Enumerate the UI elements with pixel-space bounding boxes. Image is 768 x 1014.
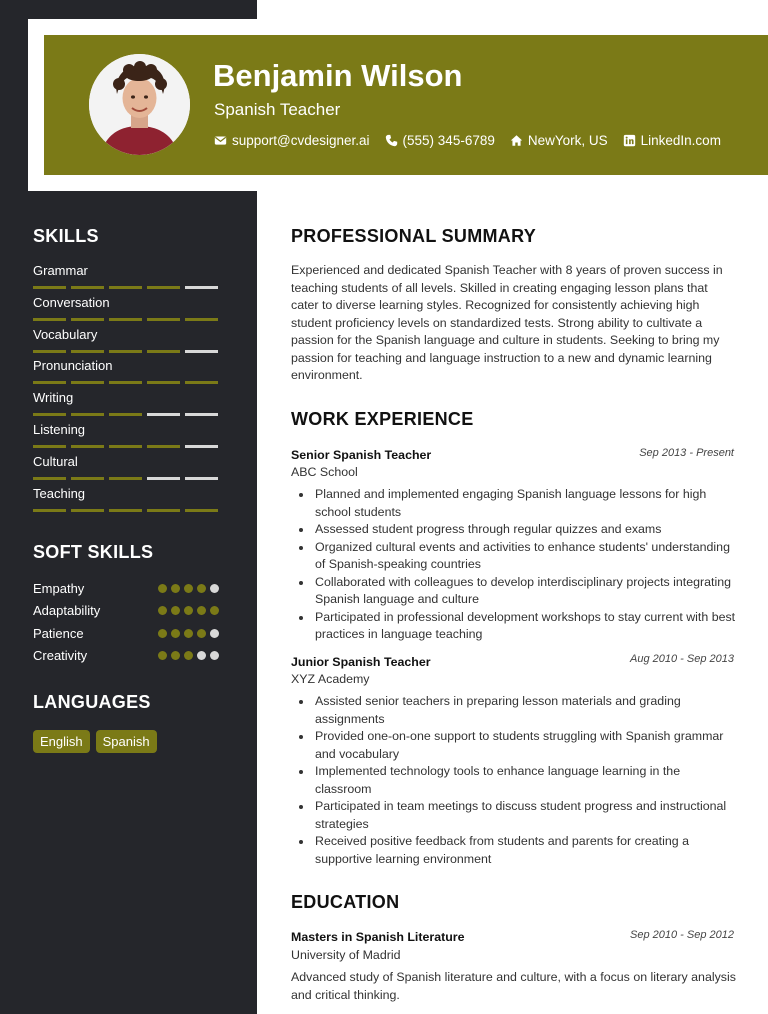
rating-dot: [197, 584, 206, 593]
skill-item: [33, 454, 223, 480]
skill-level-segment: [147, 286, 180, 289]
contact-phone[interactable]: [385, 133, 495, 148]
contact-email-text: support@cvdesigner.ai: [232, 133, 370, 148]
education-heading: EDUCATION: [291, 892, 400, 912]
skill-level-segment: [109, 286, 142, 289]
skill-level-segment: [109, 477, 142, 480]
skill-level-meter: [33, 445, 223, 448]
rating-dot: [210, 651, 219, 660]
contact-location: [510, 133, 608, 148]
skill-level-segment: [33, 318, 66, 321]
skill-level-segment: [109, 509, 142, 512]
language-badge: English: [33, 730, 90, 753]
phone-icon: [385, 134, 398, 147]
skill-level-segment: [109, 318, 142, 321]
skill-level-segment: [71, 477, 104, 480]
skill-label: Vocabulary: [33, 326, 98, 342]
education-date: Sep 2010 - Sep 2012: [630, 929, 734, 941]
candidate-name: Benjamin Wilson: [213, 58, 463, 93]
skill-level-segment: [147, 318, 180, 321]
job-date: Sep 2013 - Present: [639, 447, 734, 459]
skill-level-segment: [109, 445, 142, 448]
list-item: Participated in team meetings to discuss student progress and instructional strategies: [297, 798, 737, 833]
list-item: Organized cultural events and activities to enhance students' understanding of Spanish-speaking countries: [297, 539, 737, 574]
job-organization: ABC School: [291, 465, 358, 479]
skill-level-segment: [33, 286, 66, 289]
skill-level-segment: [185, 413, 218, 416]
skill-level-segment: [71, 381, 104, 384]
skill-level-meter: [33, 350, 223, 353]
soft-skills-heading: SOFT SKILLS: [33, 542, 154, 562]
soft-skill-label: Patience: [33, 625, 84, 641]
job-bullets: [297, 693, 737, 868]
skill-label: Writing: [33, 390, 74, 406]
skill-label: Teaching: [33, 485, 86, 501]
skill-level-meter: [33, 381, 223, 384]
skill-level-segment: [33, 350, 66, 353]
rating-dot: [184, 606, 193, 615]
contact-location-text: NewYork, US: [527, 133, 608, 148]
list-item: Provided one-on-one support to students struggling with Spanish grammar and vocabulary: [297, 728, 737, 763]
skill-label: Cultural: [33, 453, 78, 469]
skill-level-segment: [109, 350, 142, 353]
education-description: Advanced study of Spanish literature and culture, with a focus on literary analysis and critical thinking.: [291, 970, 736, 1002]
skill-level-segment: [147, 413, 180, 416]
skill-level-segment: [185, 286, 218, 289]
rating-dot: [171, 606, 180, 615]
skill-level-segment: [185, 509, 218, 512]
job-title: Junior Spanish Teacher: [291, 655, 431, 669]
skill-level-segment: [109, 381, 142, 384]
list-item: Participated in professional development workshops to stay current with best practices in language teaching: [297, 609, 737, 644]
job-bullets: [297, 486, 737, 644]
skill-level-segment: [71, 286, 104, 289]
list-item: Implemented technology tools to enhance language learning in the classroom: [297, 763, 737, 798]
soft-skill-item: [33, 647, 223, 663]
skill-item: [33, 327, 223, 353]
rating-dot: [210, 629, 219, 638]
skill-level-segment: [71, 413, 104, 416]
summary-heading: PROFESSIONAL SUMMARY: [291, 226, 537, 246]
soft-skill-rating: [158, 629, 223, 638]
skill-item: [33, 263, 223, 289]
soft-skill-rating: [158, 651, 223, 660]
skill-label: Grammar: [33, 263, 88, 278]
skill-item: [33, 295, 223, 321]
linkedin-icon: [623, 134, 636, 147]
skill-label: Pronunciation: [33, 358, 113, 374]
list-item: Collaborated with colleagues to develop interdisciplinary projects integrating Spanish language and culture: [297, 574, 737, 609]
skill-item: [33, 358, 223, 384]
rating-dot: [158, 606, 167, 615]
skill-level-segment: [147, 509, 180, 512]
degree-title: Masters in Spanish Literature: [291, 930, 465, 944]
skill-level-meter: [33, 318, 223, 321]
skill-level-segment: [147, 350, 180, 353]
rating-dot: [210, 606, 219, 615]
list-item: Assessed student progress through regular quizzes and exams: [297, 521, 737, 539]
envelope-icon: [214, 134, 227, 147]
summary-text: Experienced and dedicated Spanish Teacher with 8 years of proven success in teaching students of all levels. Skilled in creating engaging lesson plans that cater to diverse learning styles. Recognized for consistently achieving high student proficiency levels on standardized tests. Strong ability to cultivate a passion for the Spanish language and culture in students. Seeking to bring my passion for teaching and language instruction to a new and dynamic learning environment.: [291, 263, 723, 382]
rating-dot: [171, 629, 180, 638]
skill-level-segment: [109, 413, 142, 416]
skill-level-segment: [33, 445, 66, 448]
soft-skill-rating: [158, 606, 223, 615]
skill-level-meter: [33, 477, 223, 480]
job-title: Senior Spanish Teacher: [291, 448, 432, 462]
skill-level-segment: [147, 445, 180, 448]
list-item: Planned and implemented engaging Spanish language lessons for high school students: [297, 486, 737, 521]
school-name: University of Madrid: [291, 948, 401, 962]
skill-level-segment: [147, 381, 180, 384]
skill-level-segment: [185, 350, 218, 353]
language-badge: Spanish: [96, 730, 157, 753]
soft-skill-item: [33, 580, 223, 596]
rating-dot: [171, 651, 180, 660]
skill-level-segment: [185, 381, 218, 384]
skills-heading: SKILLS: [33, 226, 99, 246]
home-icon: [510, 134, 523, 147]
rating-dot: [171, 584, 180, 593]
contact-bar: [214, 133, 736, 148]
contact-email[interactable]: [214, 133, 370, 148]
rating-dot: [158, 651, 167, 660]
skill-level-segment: [185, 318, 218, 321]
job-organization: XYZ Academy: [291, 672, 370, 686]
contact-linkedin-text: LinkedIn.com: [640, 133, 721, 148]
list-item: Received positive feedback from students and parents for creating a supportive learning environment: [297, 833, 737, 868]
rating-dot: [158, 629, 167, 638]
skill-label: Listening: [33, 422, 86, 437]
skill-level-segment: [33, 477, 66, 480]
rating-dot: [184, 584, 193, 593]
rating-dot: [210, 584, 219, 593]
experience-heading: WORK EXPERIENCE: [291, 409, 474, 429]
rating-dot: [197, 606, 206, 615]
list-item: Assisted senior teachers in preparing lesson materials and grading assignments: [297, 693, 737, 728]
rating-dot: [197, 629, 206, 638]
rating-dot: [184, 651, 193, 660]
contact-linkedin[interactable]: [623, 133, 721, 148]
soft-skill-item: [33, 625, 223, 641]
skill-level-segment: [71, 509, 104, 512]
skill-label: Conversation: [33, 294, 110, 310]
skill-level-segment: [33, 413, 66, 416]
profile-photo: [89, 54, 190, 155]
skill-level-segment: [71, 350, 104, 353]
skill-level-segment: [71, 318, 104, 321]
skill-level-segment: [185, 445, 218, 448]
skill-level-meter: [33, 286, 223, 289]
rating-dot: [158, 584, 167, 593]
languages-heading: LANGUAGES: [33, 692, 151, 712]
contact-phone-text: (555) 345-6789: [402, 133, 495, 148]
job-date: Aug 2010 - Sep 2013: [630, 653, 734, 665]
skill-level-segment: [33, 509, 66, 512]
rating-dot: [184, 629, 193, 638]
skill-level-segment: [147, 477, 180, 480]
candidate-role: Spanish Teacher: [214, 100, 341, 119]
soft-skill-label: Creativity: [33, 647, 88, 663]
soft-skill-item: [33, 602, 223, 618]
skill-level-meter: [33, 413, 223, 416]
soft-skill-rating: [158, 584, 223, 593]
skill-item: [33, 486, 223, 512]
soft-skill-label: Empathy: [33, 581, 85, 596]
skill-item: [33, 390, 223, 416]
skill-level-meter: [33, 509, 223, 512]
skill-item: [33, 422, 223, 448]
rating-dot: [197, 651, 206, 660]
skill-level-segment: [185, 477, 218, 480]
languages-list: [33, 730, 163, 753]
skill-level-segment: [71, 445, 104, 448]
soft-skill-label: Adaptability: [33, 603, 101, 619]
skill-level-segment: [33, 381, 66, 384]
